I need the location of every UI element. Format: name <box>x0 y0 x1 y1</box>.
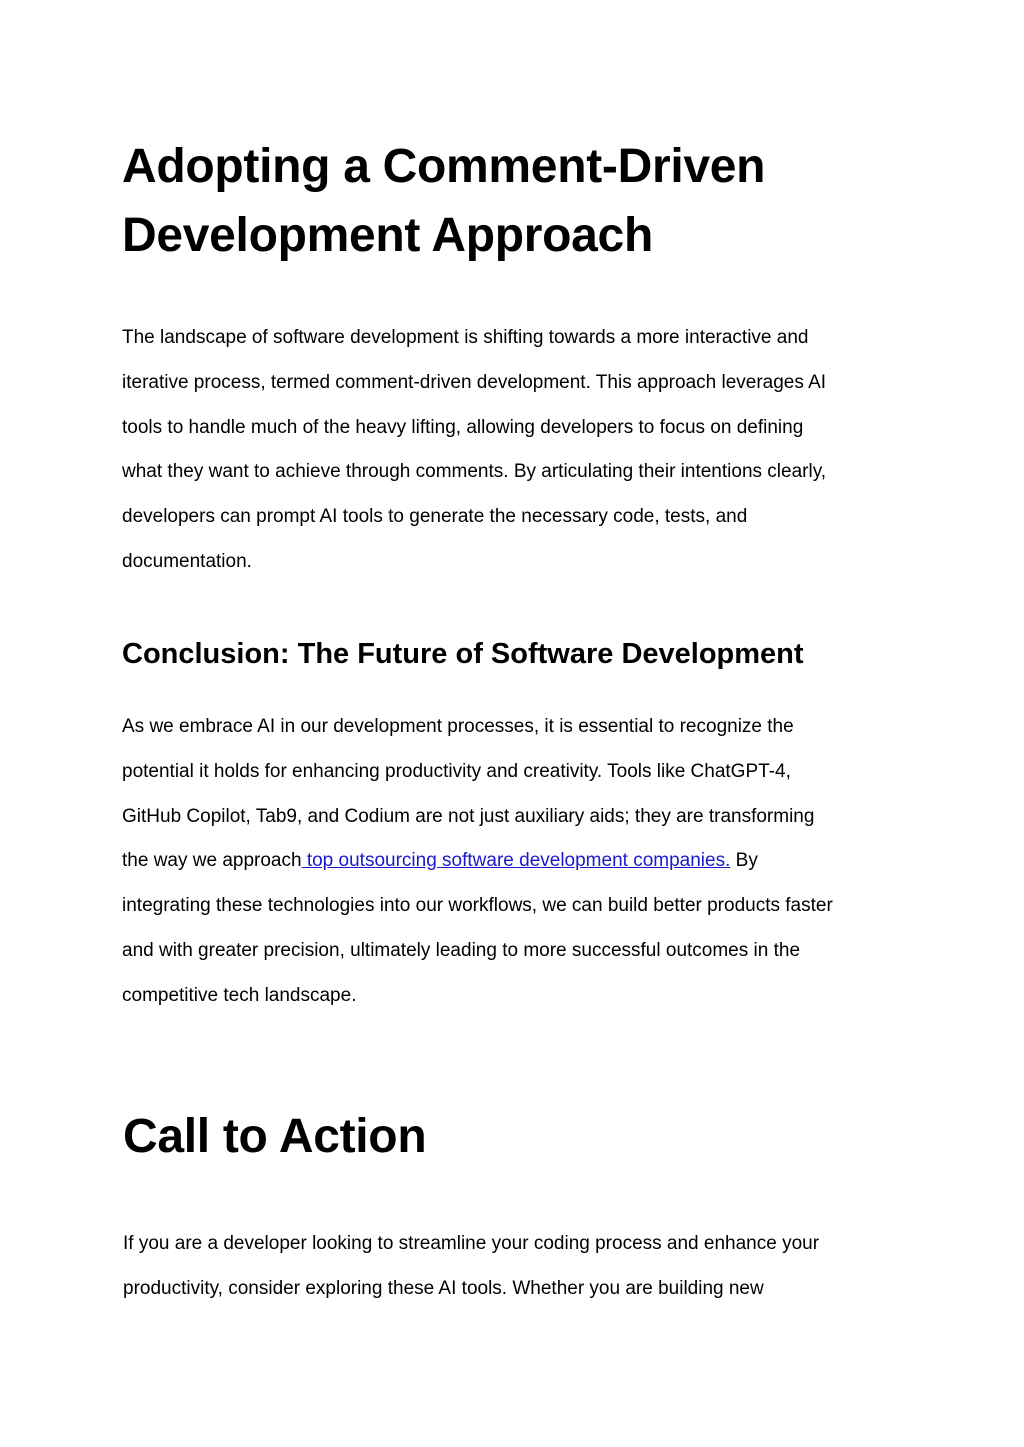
paragraph-line: The landscape of software development is shifting towards a more interactive and <box>122 327 809 348</box>
paragraph-line: potential it holds for enhancing productivity and creativity. Tools like ChatGPT-4, <box>122 760 791 782</box>
paragraph-line: If you are a developer looking to streamline your coding process and enhance your <box>123 1233 820 1254</box>
heading-line: Development Approach <box>122 209 653 262</box>
paragraph-line: and with greater precision, ultimately leading to more successful outcomes in the <box>122 939 801 961</box>
section-heading-conclusion: Conclusion: The Future of Software Development <box>122 638 804 670</box>
paragraph-call-to-action <box>123 1222 903 1312</box>
paragraph-line: GitHub Copilot, Tab9, and Codium are not just auxiliary aids; they are transforming <box>122 805 815 827</box>
paragraph-line: developers can prompt AI tools to generate the necessary code, tests, and <box>122 506 748 528</box>
outsourcing-companies-link[interactable]: top outsourcing software development companies. <box>301 850 731 872</box>
paragraph-line: iterative process, termed comment-driven development. This approach leverages AI <box>122 371 827 393</box>
paragraph-line: documentation. <box>122 550 252 572</box>
paragraph-line: tools to handle much of the heavy lifting, allowing developers to focus on defining <box>122 416 804 438</box>
paragraph-line: competitive tech landscape. <box>122 984 357 1006</box>
paragraph-line: As we embrace AI in our development processes, it is essential to recognize the <box>122 716 794 737</box>
heading-line: Adopting a Comment-Driven <box>122 140 766 193</box>
section-heading-comment-driven <box>122 132 765 270</box>
text-before-link: the way we approach <box>122 850 302 872</box>
paragraph-line-with-link <box>122 839 902 884</box>
paragraph-comment-driven <box>122 316 902 585</box>
paragraph-line: integrating these technologies into our workflows, we can build better products faster <box>122 895 833 917</box>
paragraph-line: productivity, consider exploring these AI tools. Whether you are building new <box>123 1277 764 1299</box>
paragraph-conclusion <box>122 705 902 1019</box>
paragraph-line: what they want to achieve through comments. By articulating their intentions clearly, <box>122 461 827 483</box>
section-heading-call-to-action: Call to Action <box>123 1110 427 1163</box>
text-after-link: By <box>730 850 758 872</box>
